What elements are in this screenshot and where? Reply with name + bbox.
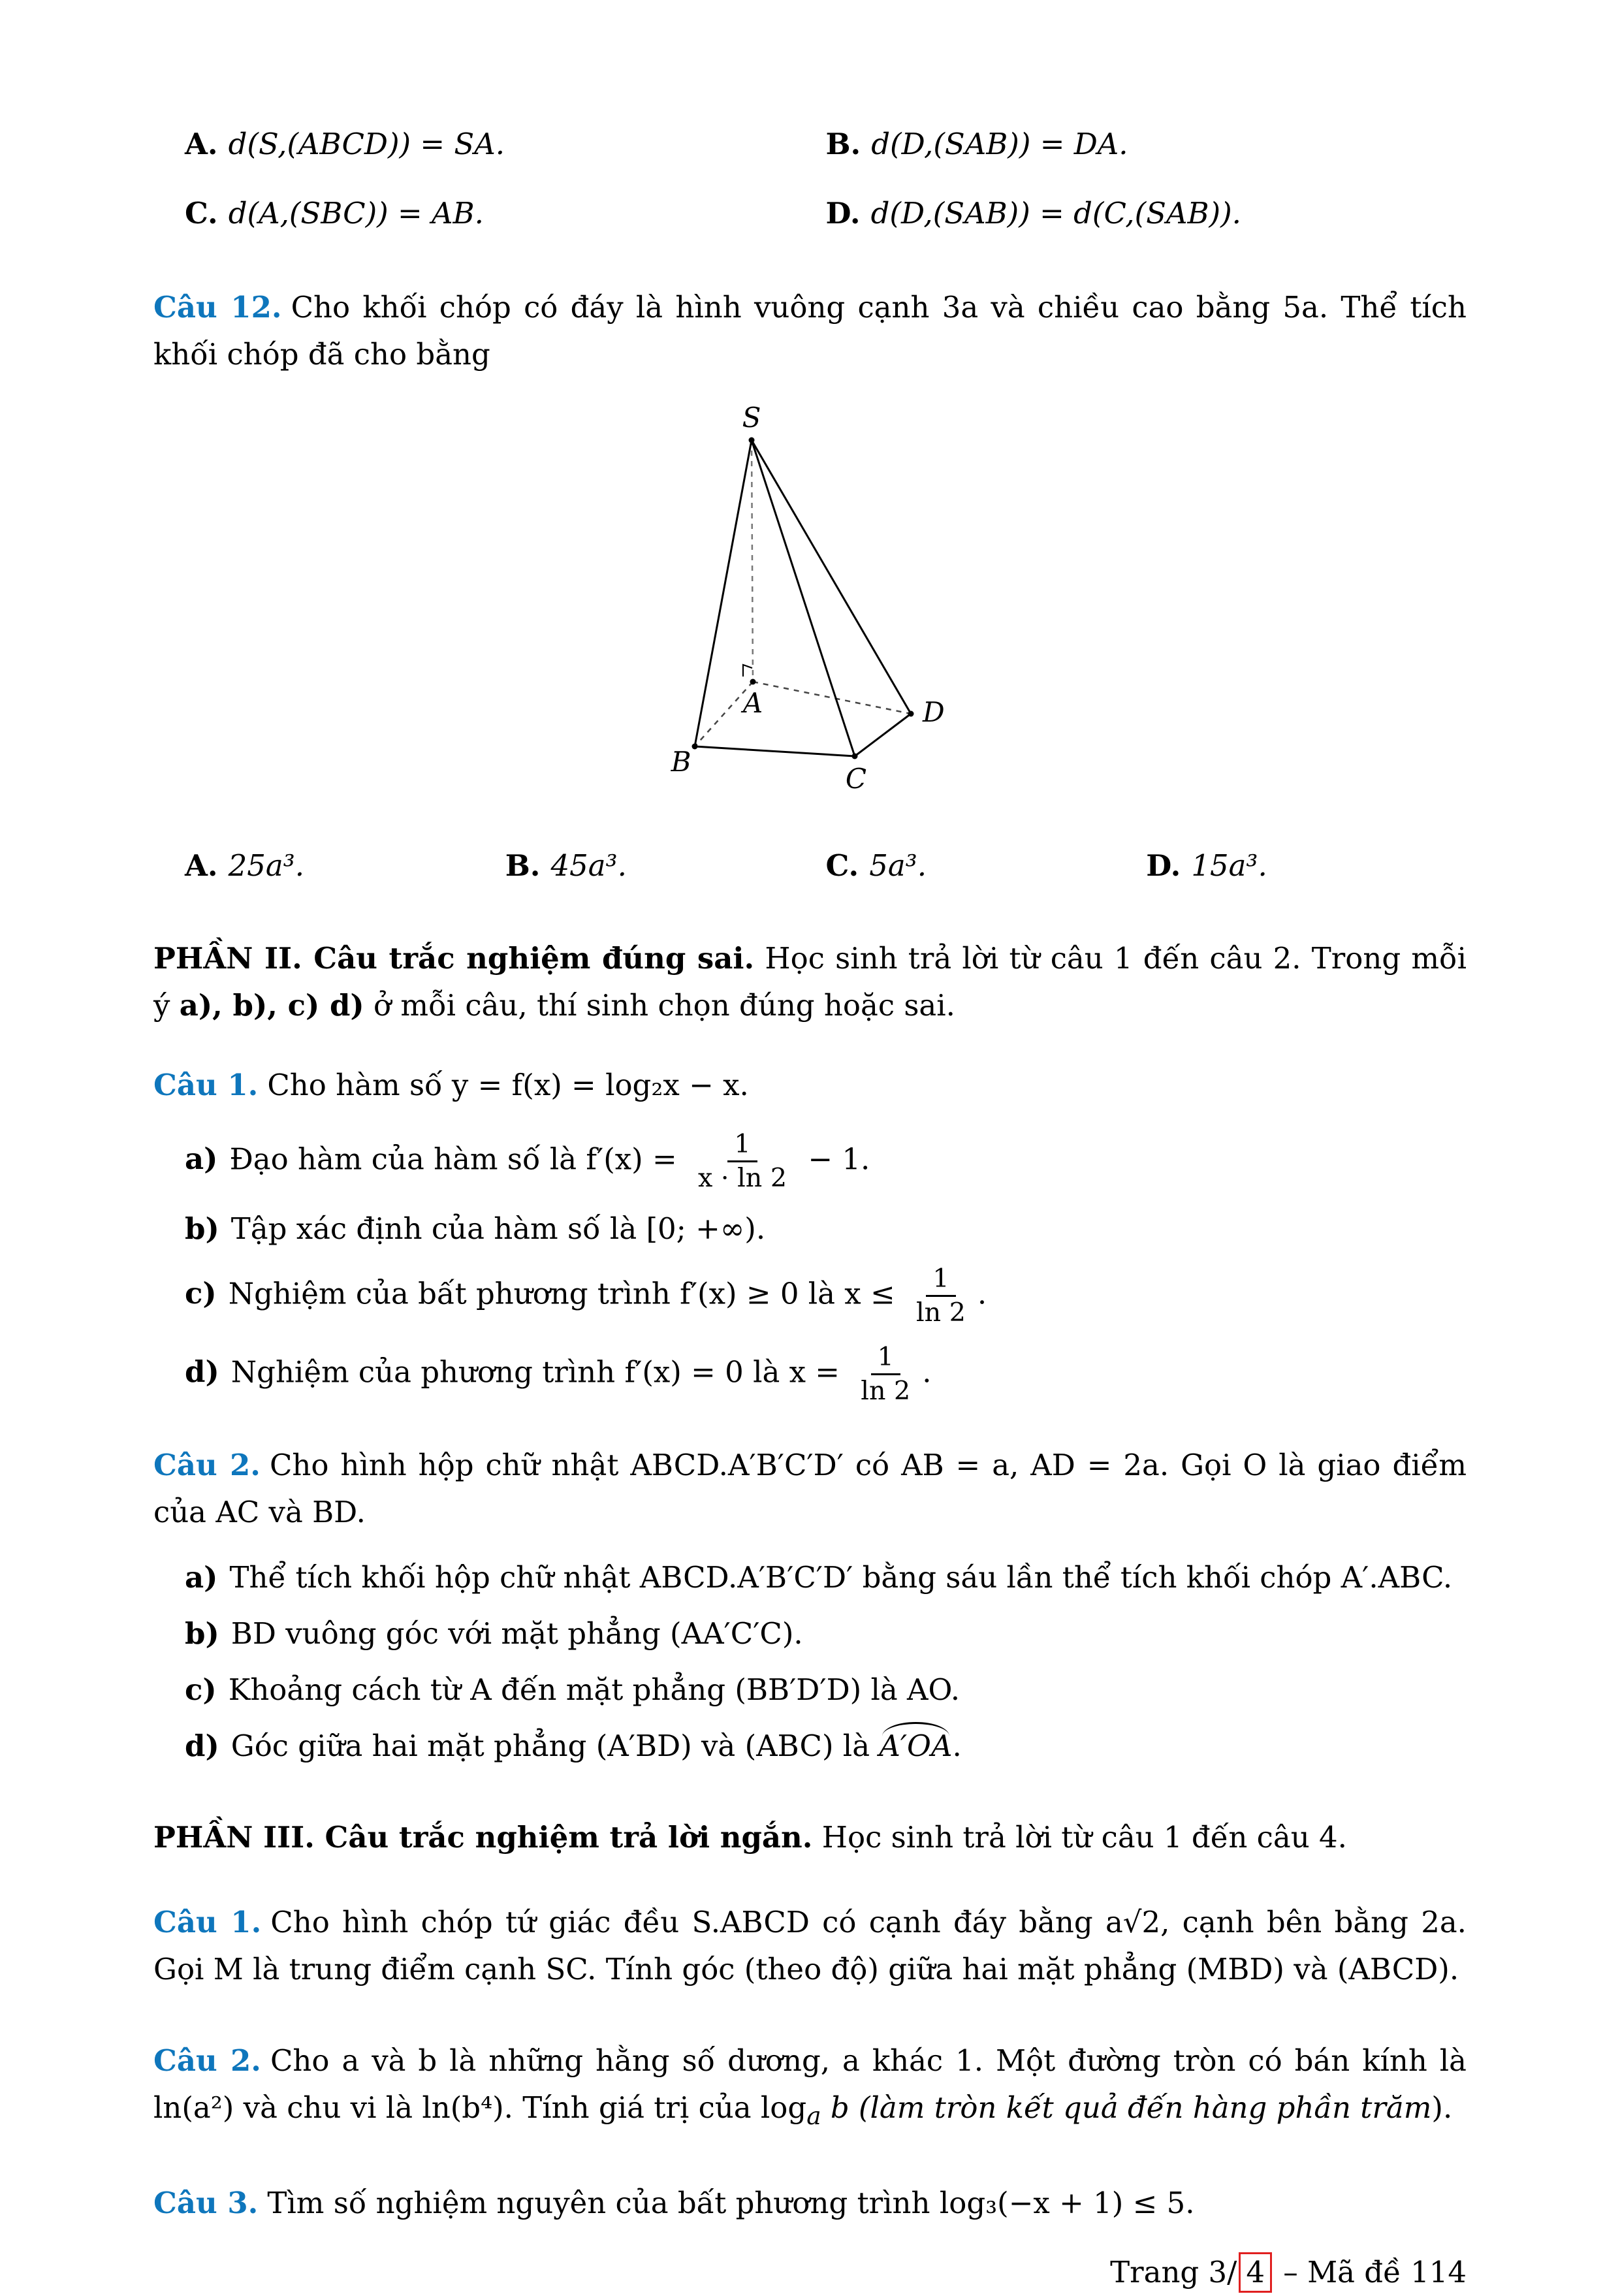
fraction xyxy=(910,1263,972,1330)
option-b xyxy=(826,121,1467,168)
part-3-question-2-text-2: b ( xyxy=(821,2090,870,2125)
statement-a-label: a) xyxy=(185,1141,218,1177)
question-12-options xyxy=(153,842,1467,889)
option-c-text: 5a³. xyxy=(869,848,927,883)
statement-b xyxy=(153,1205,1467,1252)
option-b-label: B. xyxy=(825,127,861,161)
option-a-text: d(S,(ABCD)) = SA. xyxy=(228,127,505,161)
statement-c-post: . xyxy=(977,1276,987,1311)
fraction-numerator: 1 xyxy=(871,1341,900,1375)
option-a xyxy=(185,842,505,889)
option-b xyxy=(505,842,826,889)
edge-sc xyxy=(752,440,855,756)
fraction-denominator: ln 2 xyxy=(916,1298,966,1328)
part-3-question-1-label: Câu 1. xyxy=(153,1904,262,1939)
footer-exam-code: – Mã đề 114 xyxy=(1273,2254,1467,2289)
part-3-question-3-label: Câu 3. xyxy=(153,2185,259,2220)
fraction-numerator: 1 xyxy=(727,1128,757,1162)
edge-sa-dashed xyxy=(752,440,753,682)
fraction-denominator: ln 2 xyxy=(861,1376,911,1407)
option-a-label: A. xyxy=(185,848,218,883)
vertex-b-dot xyxy=(691,744,697,750)
vertex-a-label: A xyxy=(742,687,763,719)
statement-c-label: c) xyxy=(185,1276,217,1311)
fraction xyxy=(854,1341,917,1408)
option-d xyxy=(826,190,1467,237)
footer-page-text: Trang 3/ xyxy=(1110,2254,1237,2289)
pyramid-figure xyxy=(660,404,961,810)
part-3-question-2-label: Câu 2. xyxy=(153,2043,261,2078)
fraction xyxy=(691,1128,793,1195)
statement-b-label: b) xyxy=(185,1211,219,1246)
part-2-question-1-label: Câu 1. xyxy=(153,1068,259,1102)
option-b-text: d(D,(SAB)) = DA. xyxy=(871,127,1128,161)
part-2-question-1-text: Cho hàm số y = f(x) = log₂x − x. xyxy=(267,1068,749,1102)
statement-a xyxy=(153,1127,1467,1196)
option-c xyxy=(185,190,826,237)
statement-b xyxy=(153,1610,1467,1657)
statement-a-label: a) xyxy=(185,1559,218,1595)
part-2-question-2-text: Cho hình hộp chữ nhật ABCD.A′B′C′D′ có AB = a, AD = 2a. Gọi O là giao điểm của AC và BD. xyxy=(153,1447,1467,1529)
option-b-label: B. xyxy=(505,848,541,883)
part-2-question-2-label: Câu 2. xyxy=(153,1447,261,1482)
part-3-heading-normal: Học sinh trả lời từ câu 1 đến câu 4. xyxy=(812,1819,1347,1855)
vertex-a-dot xyxy=(750,679,755,685)
statement-d xyxy=(153,1723,1467,1770)
part-2-heading xyxy=(153,935,1467,1029)
part-2-heading-normal-2: ở mỗi câu, thí sinh chọn đúng hoặc sai. xyxy=(364,988,955,1023)
statement-c-text: Khoảng cách từ A đến mặt phẳng (BB′D′D) là AO. xyxy=(228,1672,961,1707)
statement-b-label: b) xyxy=(185,1616,219,1651)
question-12 xyxy=(153,284,1467,378)
vertex-s-dot xyxy=(748,438,754,443)
option-c-label: C. xyxy=(825,848,859,883)
option-c xyxy=(826,842,1147,889)
part-2-question-2 xyxy=(153,1442,1467,1536)
question-12-text: Cho khối chóp có đáy là hình vuông cạnh 3a và chiều cao bằng 5a. Thể tích khối chóp đã cho bằng xyxy=(153,290,1467,372)
option-d-text: d(D,(SAB)) = d(C,(SAB)). xyxy=(870,196,1241,231)
part-3-heading-bold: PHẦN III. Câu trắc nghiệm trả lời ngắn. xyxy=(153,1819,813,1855)
question-11-options xyxy=(153,121,1467,237)
option-a-label: A. xyxy=(185,127,218,161)
statement-d-pre: Nghiệm của phương trình f′(x) = 0 là x = xyxy=(230,1354,850,1390)
footer-page-number-box: 4 xyxy=(1239,2252,1272,2293)
part-2-heading-bold-2: a), b), c) d) xyxy=(179,988,364,1023)
part-2-question-1 xyxy=(153,1062,1467,1109)
option-d xyxy=(1146,842,1467,889)
part-3-question-1 xyxy=(153,1899,1467,1993)
statement-c-pre: Nghiệm của bất phương trình f′(x) ≥ 0 là x ≤ xyxy=(228,1276,904,1311)
vertex-s-label: S xyxy=(742,404,761,434)
part-3-question-1-text: Cho hình chóp tứ giác đều S.ABCD có cạnh đáy bằng a√2, cạnh bên bằng 2a. Gọi M là trung điểm cạnh SC. Tính góc (theo độ) giữa hai mặt phẳng (MBD) và (ABCD). xyxy=(153,1904,1467,1986)
option-a-text: 25a³. xyxy=(228,848,305,883)
part-3-question-3-text: Tìm số nghiệm nguyên của bất phương trình log₃(−x + 1) ≤ 5. xyxy=(267,2185,1195,2220)
vertex-d-label: D xyxy=(922,696,945,728)
option-a xyxy=(185,121,826,168)
part-3-heading xyxy=(153,1814,1467,1861)
statement-b-text: BD vuông góc với mặt phẳng (AA′C′C). xyxy=(230,1616,803,1651)
part-3-question-3 xyxy=(153,2180,1467,2227)
statement-a-post: − 1. xyxy=(799,1141,870,1177)
statement-c xyxy=(153,1666,1467,1714)
question-12-label: Câu 12. xyxy=(153,290,282,325)
right-angle-mark xyxy=(743,665,752,677)
option-b-text: 45a³. xyxy=(550,848,627,883)
edge-cd xyxy=(855,714,911,756)
statement-d xyxy=(153,1340,1467,1409)
part-3-question-2-italic: làm tròn kết quả đến hàng phần trăm xyxy=(870,2090,1432,2125)
statement-c xyxy=(153,1262,1467,1331)
vertex-b-label: B xyxy=(671,746,691,778)
option-d-text: 15a³. xyxy=(1191,848,1267,883)
vertex-c-dot xyxy=(851,754,857,759)
option-d-label: D. xyxy=(825,196,861,231)
statement-a-pre: Đạo hàm của hàm số là f′(x) = xyxy=(229,1141,687,1177)
part-2-question-2-items xyxy=(153,1545,1467,1779)
statement-a-text: Thể tích khối hộp chữ nhật ABCD.A′B′C′D′ bằng sáu lần thể tích khối chóp A′.ABC. xyxy=(229,1559,1453,1595)
angle-arc-text: A′OA xyxy=(879,1728,953,1763)
log-base-subscript: a xyxy=(806,2101,821,2130)
fraction-numerator: 1 xyxy=(926,1263,955,1297)
edge-bc xyxy=(695,746,855,756)
option-c-label: C. xyxy=(185,196,218,231)
option-d-label: D. xyxy=(1146,848,1181,883)
page-footer xyxy=(153,2249,1467,2296)
statement-d-post: . xyxy=(952,1728,962,1763)
fraction-denominator: x · ln 2 xyxy=(698,1163,787,1194)
part-2-question-1-items xyxy=(153,1118,1467,1418)
part-2-heading-bold: PHẦN II. Câu trắc nghiệm đúng sai. xyxy=(153,941,755,976)
statement-d-label: d) xyxy=(185,1354,219,1390)
statement-d-pre: Góc giữa hai mặt phẳng (A′BD) và (ABC) là xyxy=(230,1728,880,1763)
option-c-text: d(A,(SBC)) = AB. xyxy=(228,196,484,231)
pyramid-svg xyxy=(660,404,961,796)
vertex-c-label: C xyxy=(845,763,866,795)
vertex-d-dot xyxy=(908,711,913,717)
part-2-heading-normal: Học sinh trả lời từ câu 1 đến câu 2. Trong mỗi ý xyxy=(153,941,1467,1023)
statement-b-text: Tập xác định của hàm số là [0; +∞). xyxy=(230,1211,766,1246)
part-3-question-2-text-1: Cho a và b là những hằng số dương, a khác 1. Một đường tròn có bán kính là ln(a²) và chu vi là ln(b⁴). Tính giá trị của log xyxy=(153,2043,1467,2125)
edge-sd xyxy=(752,440,911,714)
statement-d-post: . xyxy=(922,1354,932,1390)
statement-d-label: d) xyxy=(185,1728,219,1763)
part-3-question-2 xyxy=(153,2037,1467,2135)
part-3-question-2-text-3: ). xyxy=(1431,2090,1453,2125)
statement-a xyxy=(153,1554,1467,1601)
statement-c-label: c) xyxy=(185,1672,217,1707)
